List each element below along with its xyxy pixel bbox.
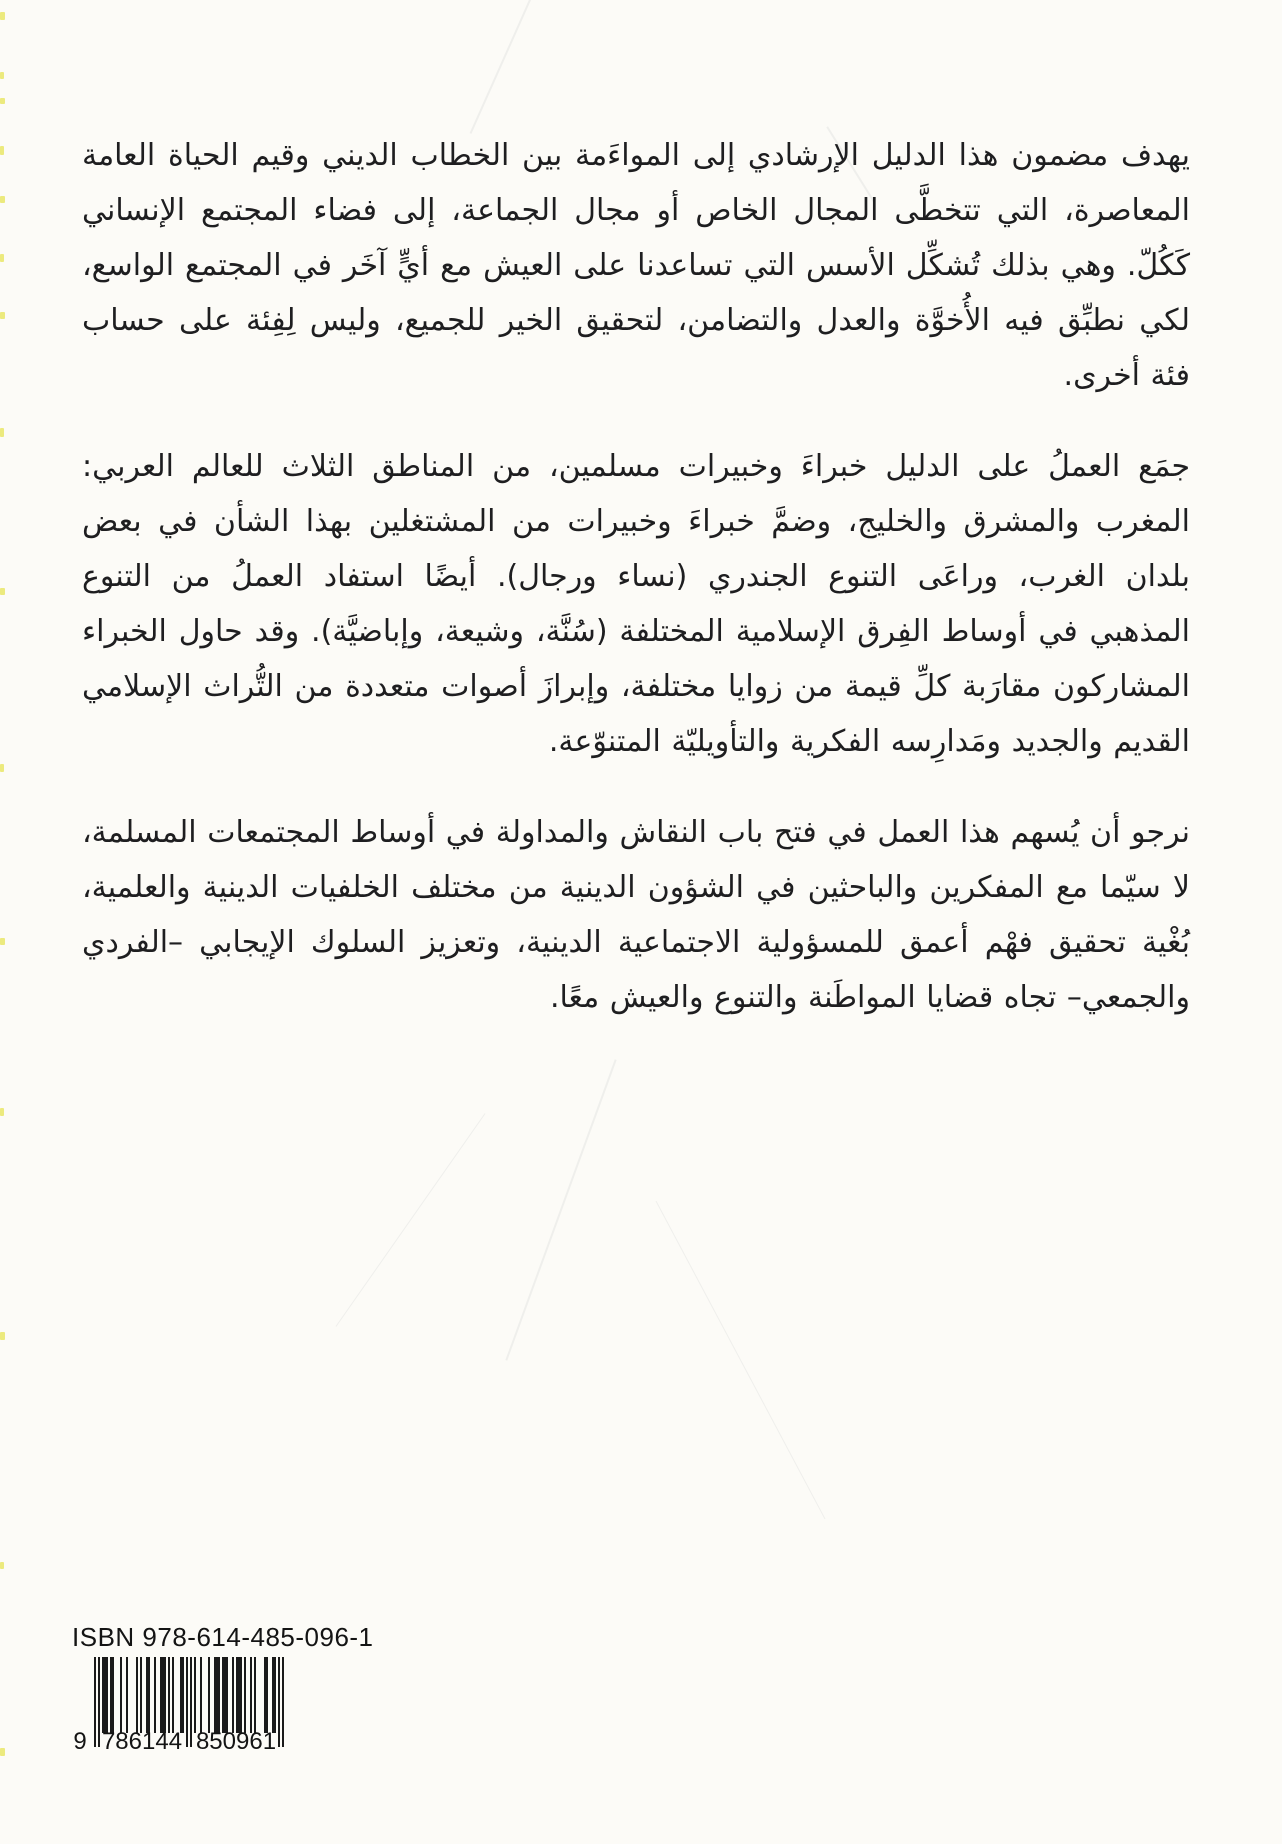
crease-line <box>505 1059 616 1360</box>
barcode-digits-left: 786144 <box>101 1728 183 1755</box>
edge-fleck <box>0 1108 4 1116</box>
edge-fleck <box>0 196 5 203</box>
barcode-digits-right: 850961 <box>195 1728 277 1755</box>
crease-line <box>656 1201 826 1519</box>
edge-fleck <box>0 428 4 437</box>
edge-fleck <box>0 1562 4 1569</box>
barcode-digit-system: 9 <box>73 1728 87 1755</box>
edge-fleck <box>0 1748 5 1756</box>
edge-fleck <box>0 588 5 595</box>
crease-line <box>470 0 533 134</box>
edge-fleck <box>0 254 4 262</box>
back-cover-text <box>82 128 1190 1061</box>
edge-fleck <box>0 98 5 104</box>
edge-fleck <box>0 72 4 79</box>
crease-line <box>336 1113 486 1327</box>
barcode <box>73 1657 284 1755</box>
edge-fleck <box>0 1332 5 1340</box>
edge-fleck <box>0 764 4 772</box>
edge-fleck <box>0 146 4 155</box>
edge-fleck <box>0 12 5 20</box>
paragraph-hopes: نرجو أن يُسهم هذا العمل في فتح باب النقاش والمداولة في أوساط المجتمعات المسلمة، لا سيّما مع المفكرين والباحثين في الشؤون الدينية من مختلف الخلفيات الدينية والعلمية، بُغْية تحقيق فهْم أعمق للمسؤولية الاجتماعية الدينية، وتعزيز السلوك الإيجابي –الفردي والجمعي– تجاه قضايا المواطَنة والتنوع والعيش معًا. <box>82 815 1190 1015</box>
paragraph-contributors: جمَع العملُ على الدليل خبراءَ وخبيرات مسلمين، من المناطق الثلاث للعالم العربي: المغرب والمشرق والخليج، وضمَّ خبراءَ وخبيرات من المشتغلين بهذا الشأن في بعض بلدان الغرب، وراعَى التنوع الجندري (نساء ورجال). أيضًا استفاد العملُ من التنوع المذهبي في أوساط الفِرق الإسلامية المختلفة (سُنَّة، وشيعة، وإباضيَّة). وقد حاول الخبراء المشاركون مقارَبة كلِّ قيمة من زوايا مختلفة، وإبرازَ أصوات متعددة من التُّراث الإسلامي القديم والجديد ومَدارِسه الفكرية والتأويليّة المتنوّعة. <box>82 449 1190 759</box>
paragraph-guide-purpose: يهدف مضمون هذا الدليل الإرشادي إلى المواءَمة بين الخطاب الديني وقيم الحياة العامة المعاصرة، التي تتخطَّى المجال الخاص أو مجال الجماعة، إلى فضاء المجتمع الإنساني كَكُلّ. وهي بذلك تُشكِّل الأسس التي تساعدنا على العيش مع أيٍّ آخَر في المجتمع الواسع، لكي نطبِّق فيه الأُخوَّة والعدل والتضامن، لتحقيق الخير للجميع، وليس لِفِئة على حساب فئة أخرى. <box>82 138 1190 393</box>
isbn-label: ISBN 978-614-485-096-1 <box>72 1622 374 1652</box>
isbn-block <box>70 1622 400 1755</box>
edge-fleck <box>0 312 5 319</box>
edge-fleck <box>0 938 5 945</box>
